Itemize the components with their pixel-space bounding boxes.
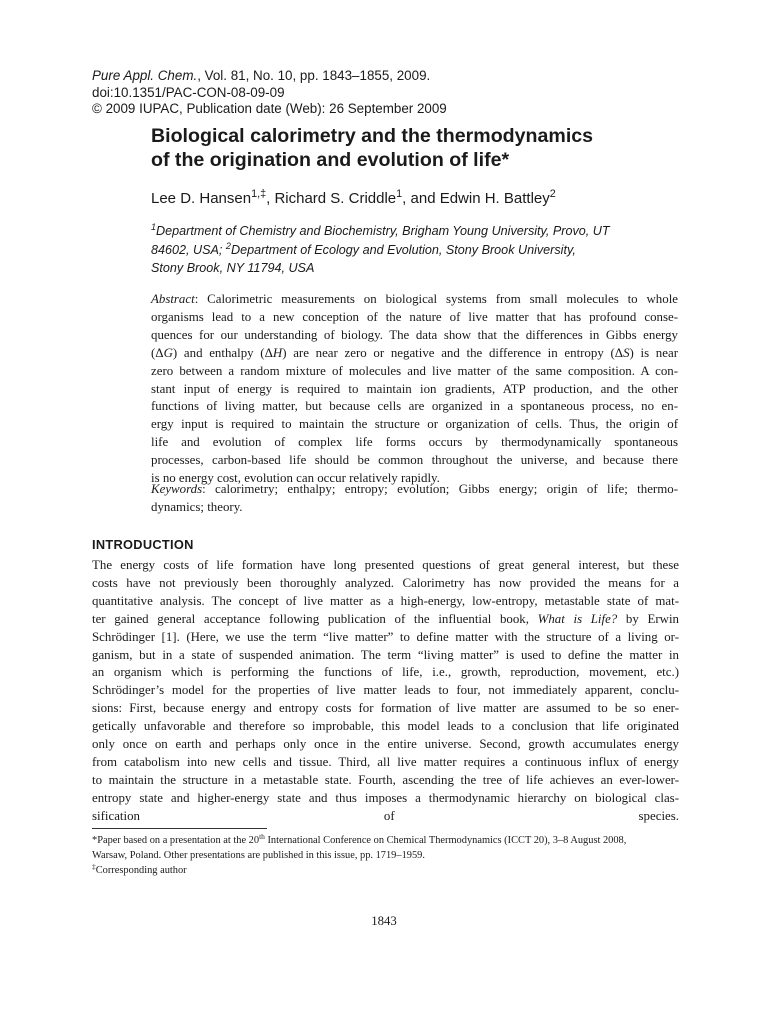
body-line: to maintain the structure in a metastable state. Fourth, ascending the tree of life achieves an ever-lower- [92,772,679,787]
author-list [151,189,711,209]
author-3-marks: 2 [549,188,556,201]
body-line: ter gained general acceptance following publication of the influential book, What is Life? by Erwin [92,611,679,626]
abstract-line: quences for our understanding of biology. The data show that the differences in Gibbs energy [151,327,678,342]
author-1[interactable]: Lee D. Hansen$^{1,\ddagger}$ [151,188,267,207]
abstract-label: Abstract [151,292,195,306]
affiliations [151,222,691,278]
author-2[interactable]: Richard S. Criddle$^1$ [274,188,403,207]
keywords [151,480,678,516]
author-separator: , and [402,190,440,207]
keywords-line: Keywords: calorimetry; enthalpy; entropy; evolution; Gibbs energy; origin of life; thermo- [151,482,678,496]
section-heading-introduction: INTRODUCTION [92,537,194,552]
introduction-body [92,557,679,826]
abstract-line: functions of living matter, but because cells are organized in a spontaneous process, no en- [151,399,678,414]
body-line: Schrödinger’s model for the properties of live matter leads to four, not immediately apparent, conclu- [92,683,679,698]
journal-header [92,68,692,118]
title-line-2: of the origination and evolution of life* [151,149,510,171]
body-line: Schrödinger [1]. (Here, we use the term “live matter” to define matter with the structure of a living or- [92,629,679,644]
body-line: costs have not previously been thoroughly analyzed. Calorimetry has now provided the means for a [92,575,679,590]
author-3[interactable]: Edwin H. Battley$^2$ [439,188,556,207]
citation-line [92,68,692,85]
body-line: entropy state and higher-energy state and thus imposes a thermodynamic hierarchy on biological clas- [92,790,679,805]
abstract-line: stant input of energy is required to maintain ion gradients, ATP production, and the other [151,381,678,396]
book-title: What is Life? [537,611,618,626]
title-line-1: Biological calorimetry and the thermodynamics [151,125,594,147]
affiliation-line: Stony Brook, NY 11794, USA [151,261,315,275]
body-line: only once on earth and perhaps only once in the entire universe. Second, growth accumulates energy [92,737,679,752]
volume-info: , Vol. 81, No. 10, pp. 1843–1855, 2009. [197,68,431,83]
body-line: an organism which is performing the functions of life, i.e., growth, reproduction, movement, etc.) [92,665,679,680]
copyright: © 2009 IUPAC, Publication date (Web): 26 September 2009 [92,101,447,116]
abstract-line: ergy input is required to maintain the structure or organization of cells. Thus, the origin of [151,417,678,432]
footnote-line: ‡Corresponding author [92,861,187,876]
footnote-divider [92,828,267,829]
body-line: getically unfavorable and therefore so improbable, this model leads to a conclusion that life originated [92,719,679,734]
paper-title [151,124,711,172]
abstract-line: organisms lead to a new conception of the nature of live matter that has profound conse- [151,309,678,324]
body-line: The energy costs of life formation have long presented questions of great general interest, but these [92,558,679,572]
abstract [151,291,678,488]
affiliation-line: $^1$Department of Chemistry and Biochemistry, Brigham Young University, Provo, UT [151,222,610,238]
body-line: quantitative analysis. The concept of live matter as a high-energy, low-entropy, metastable state of mat- [92,593,679,608]
abstract-line: Abstract: Calorimetric measurements on biological systems from small molecules to whole [151,292,678,306]
abstract-line: life and evolution of complex life forms occurs by thermodynamically spontaneous [151,435,678,450]
journal-name: Pure Appl. Chem. [92,68,198,83]
abstract-line: is no energy cost, evolution can occur relatively rapidly. [151,471,440,486]
body-line: sification of species. [92,808,679,823]
footnote-line: Warsaw, Poland. Other presentations are published in this issue, pp. 1719–1959. [92,850,425,861]
body-line: sions: First, because energy and entropy costs for formation of live matter are assumed to be so ener- [92,701,679,716]
abstract-line: (ΔG) and enthalpy (ΔH) are near zero or negative and the difference in entropy (ΔS) is near [151,345,678,360]
page-number: 1843 [371,914,397,928]
keywords-label: Keywords [151,482,203,496]
keywords-line: dynamics; theory. [151,500,243,514]
affiliation-line: 84602, USA; $^2$Department of Ecology and Evolution, Stony Brook University, [151,240,576,257]
author-2-marks: 1 [396,188,403,201]
author-separator: , [266,190,275,207]
body-line: ganism, but in a state of suspended animation. The term “living matter” is used to define the matter in [92,647,679,662]
footnote-line: *Paper based on a presentation at the 20th International Conference on Chemical Thermodynamics (ICCT 20), 3–8 August 2008, [92,831,627,846]
abstract-line: zero between a random mixture of molecules and live matter of the same composition. A con- [151,363,678,378]
doi[interactable]: doi:10.1351/PAC-CON-08-09-09 [92,84,285,100]
body-line: from catabolism into new cells and tissue. Third, all live matter requires a continuous influx of energy [92,754,679,769]
footnotes [92,833,682,878]
abstract-line: processes, carbon-based life should be common throughout the universe, and because there [151,453,678,468]
author-1-marks: 1,‡ [251,188,267,201]
